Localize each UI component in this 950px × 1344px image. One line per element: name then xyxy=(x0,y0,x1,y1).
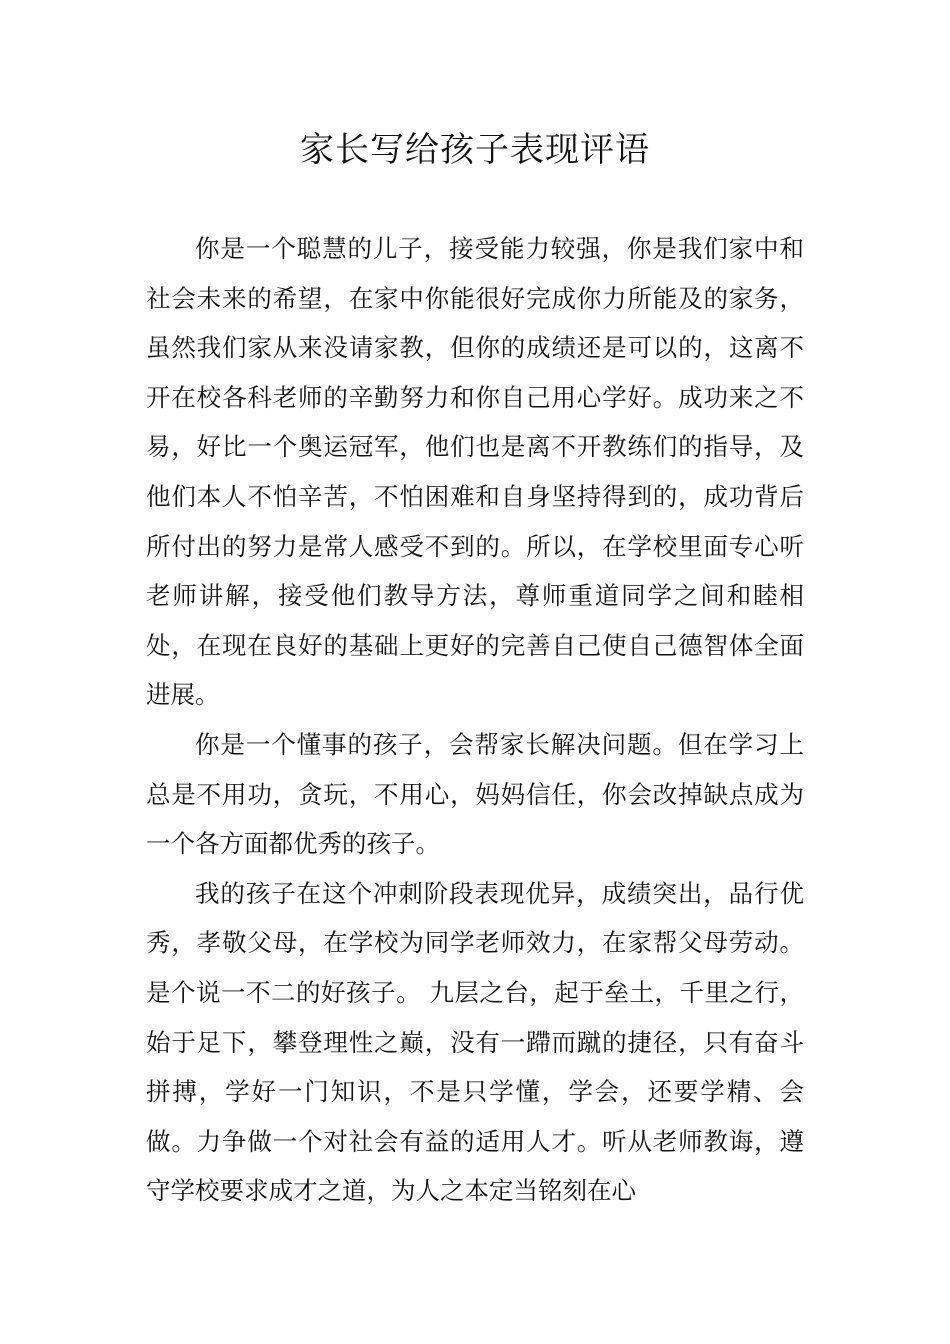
paragraph-2: 你是一个懂事的孩子，会帮家长解决问题。但在学习上总是不用功，贪玩，不用心，妈妈信任，你会改掉缺点成为一个各方面都优秀的孩子。 xyxy=(146,729,804,859)
paragraph-3: 我的孩子在这个冲刺阶段表现优异，成绩突出，品行优秀，孝敬父母，在学校为同学老师效力，在家帮父母劳动。是个说一不二的好孩子。 九层之台，起于垒土，千里之行，始于足下，攀登理性之巅，没有一蹛而蹴的捷径，只有奋斗拼搏，学好一门知识，不是只学懂，学会，还要学精、会做。力争做一个对社会有益的适用人才。听从老师教诲，遵守学校要求成才之道，为人之本定当铭刻在心 xyxy=(146,878,804,1206)
document-title: 家长写给孩子表现评语 xyxy=(300,130,650,170)
paragraph-1: 你是一个聪慧的儿子，接受能力较强，你是我们家中和社会未来的希望，在家中你能很好完成你力所能及的家务，虽然我们家从来没请家教，但你的成绩还是可以的，这离不开在校各科老师的辛勤努力和你自己用心学好。成功来之不易，好比一个奥运冠军，他们也是离不开教练们的指导，及他们本人不怕辛苦，不怕困难和自身坚持得到的，成功背后所付出的努力是常人感受不到的。所以，在学校里面专心听老师讲解，接受他们教导方法，尊师重道同学之间和睦相处，在现在良好的基础上更好的完善自己使自己德智体全面进展。 xyxy=(146,234,804,710)
document-body xyxy=(146,224,804,1216)
